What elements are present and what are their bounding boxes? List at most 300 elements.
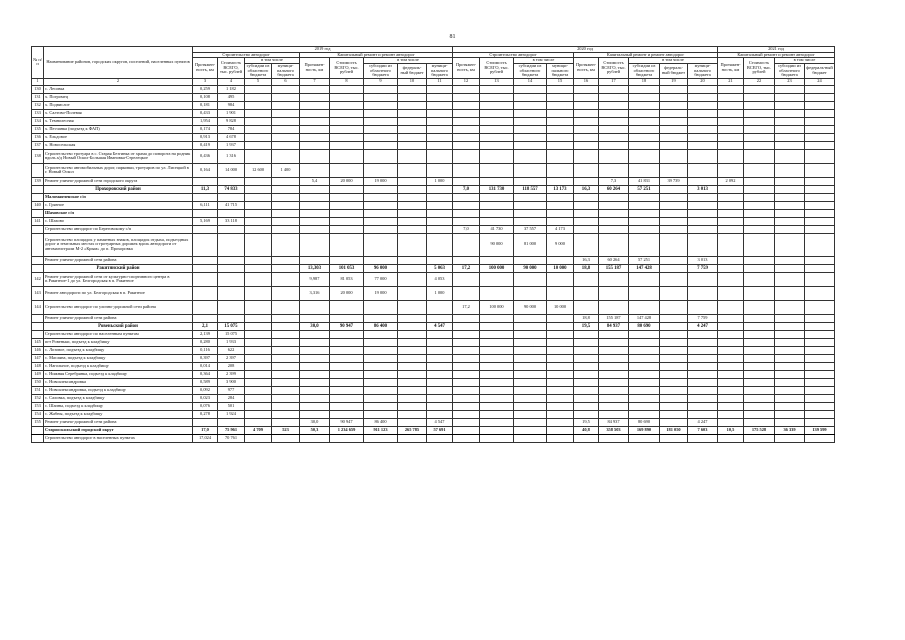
cell-col-14 (514, 362, 547, 370)
cell-col-8: 20 000 (330, 177, 364, 185)
cell-col-23 (775, 185, 805, 193)
cell-col-14: 37 557 (514, 225, 547, 233)
cell-col-8 (330, 101, 364, 109)
table-row (32, 85, 835, 93)
cell-col-9 (364, 233, 398, 256)
header-cost: Стоимость ВСЕГО, тыс. рублей (218, 58, 245, 79)
table-row (32, 163, 835, 177)
cell-col-14 (514, 322, 547, 330)
cell-col-4 (218, 314, 245, 322)
cell-col-7 (300, 370, 330, 378)
cell-col-21 (718, 394, 744, 402)
cell-col-13 (480, 141, 514, 149)
cell-col-22 (744, 346, 775, 354)
cell-col-10 (398, 193, 427, 201)
cell-col-19 (660, 225, 688, 233)
row-number: 147 (32, 354, 44, 362)
cell-col-11 (427, 93, 453, 101)
cell-col-15 (547, 354, 574, 362)
table-row (32, 338, 835, 346)
cell-col-8 (330, 256, 364, 264)
cell-col-21 (718, 225, 744, 233)
cell-col-7: 30,0 (300, 322, 330, 330)
cell-col-14 (514, 109, 547, 117)
table-row (32, 272, 835, 286)
cell-col-8 (330, 125, 364, 133)
cell-col-11 (427, 410, 453, 418)
cell-col-16 (574, 225, 599, 233)
cell-col-5 (245, 370, 272, 378)
cell-col-9 (364, 346, 398, 354)
cell-col-22 (744, 117, 775, 125)
cell-col-24 (805, 314, 835, 322)
cell-col-11 (427, 354, 453, 362)
cell-col-4: 1 924 (218, 410, 245, 418)
table-row (32, 370, 835, 378)
cell-col-15 (547, 177, 574, 185)
cell-col-18 (629, 109, 660, 117)
cell-col-5 (245, 314, 272, 322)
cell-col-20 (688, 346, 718, 354)
cell-col-12 (453, 117, 480, 125)
cell-col-5 (245, 256, 272, 264)
cell-col-21 (718, 93, 744, 101)
cell-col-4: 622 (218, 346, 245, 354)
header-subsidy: субсидии из областного бюджета (629, 63, 660, 78)
cell-col-20 (688, 386, 718, 394)
cell-col-17 (599, 300, 629, 314)
cell-col-21 (718, 185, 744, 193)
cell-col-23 (775, 314, 805, 322)
cell-col-4: 15 075 (218, 330, 245, 338)
cell-col-13 (480, 117, 514, 125)
cell-col-15 (547, 346, 574, 354)
cell-col-21 (718, 338, 744, 346)
cell-col-5 (245, 209, 272, 217)
row-name: Ровеньский район (44, 322, 193, 330)
cell-col-19 (660, 209, 688, 217)
cell-col-10 (398, 272, 427, 286)
cell-col-21 (718, 410, 744, 418)
cell-col-9 (364, 85, 398, 93)
cell-col-14 (514, 314, 547, 322)
cell-col-10 (398, 322, 427, 330)
cell-col-10 (398, 314, 427, 322)
cell-col-20: 7 603 (688, 426, 718, 434)
cell-col-23 (775, 163, 805, 177)
cell-col-4: 9 828 (218, 117, 245, 125)
cell-col-9 (364, 133, 398, 141)
column-number: 1 (32, 78, 44, 85)
table-row (32, 149, 835, 163)
row-name: с. Масляна, подъезд к кладбищу (44, 354, 193, 362)
cell-col-23 (775, 300, 805, 314)
cell-col-16 (574, 300, 599, 314)
cell-col-17 (599, 386, 629, 394)
cell-col-15 (547, 338, 574, 346)
cell-col-10 (398, 264, 427, 272)
cell-col-18: 80 690 (629, 418, 660, 426)
cell-col-15 (547, 434, 574, 442)
cell-col-20 (688, 117, 718, 125)
cell-col-9: 19 000 (364, 286, 398, 300)
cell-col-22 (744, 133, 775, 141)
header-in-that-number: в том числе (775, 58, 835, 64)
table-row (32, 256, 835, 264)
header-repair-2020: Капитальный ремонт и ремонт автодорог (574, 52, 718, 58)
cell-col-17: 358 503 (599, 426, 629, 434)
cell-col-21 (718, 264, 744, 272)
cell-col-16: 16,3 (574, 256, 599, 264)
cell-col-8 (330, 410, 364, 418)
cell-col-3: 0,278 (193, 410, 218, 418)
header-cost: Стоимость ВСЕГО, тыс. рублей (599, 58, 629, 79)
cell-col-22 (744, 394, 775, 402)
cell-col-22 (744, 177, 775, 185)
cell-col-16 (574, 201, 599, 209)
cell-col-17 (599, 109, 629, 117)
cell-col-5 (245, 101, 272, 109)
cell-col-8 (330, 209, 364, 217)
cell-col-13 (480, 378, 514, 386)
cell-col-14: 90 000 (514, 300, 547, 314)
cell-col-7 (300, 85, 330, 93)
cell-col-9 (364, 125, 398, 133)
column-number: 13 (480, 78, 514, 85)
table-body (32, 85, 835, 442)
cell-col-22 (744, 93, 775, 101)
cell-col-10 (398, 330, 427, 338)
cell-col-13 (480, 410, 514, 418)
cell-col-22 (744, 141, 775, 149)
cell-col-24 (805, 256, 835, 264)
cell-col-10 (398, 101, 427, 109)
cell-col-18 (629, 117, 660, 125)
cell-col-10 (398, 177, 427, 185)
cell-col-14 (514, 256, 547, 264)
cell-col-24 (805, 133, 835, 141)
row-name: Ремонт улично-дорожной сети района (44, 418, 193, 426)
cell-col-4: 977 (218, 386, 245, 394)
cell-col-10 (398, 434, 427, 442)
cell-col-24 (805, 233, 835, 256)
cell-col-19 (660, 272, 688, 286)
cell-col-12 (453, 370, 480, 378)
cell-col-22 (744, 300, 775, 314)
cell-col-23 (775, 133, 805, 141)
table-row (32, 133, 835, 141)
cell-col-13 (480, 133, 514, 141)
cell-col-12 (453, 394, 480, 402)
column-number: 24 (805, 78, 835, 85)
cell-col-15 (547, 362, 574, 370)
row-number: 132 (32, 101, 44, 109)
cell-col-18 (629, 125, 660, 133)
cell-col-12: 7,0 (453, 225, 480, 233)
cell-col-6 (272, 133, 300, 141)
cell-col-13 (480, 209, 514, 217)
cell-col-11 (427, 330, 453, 338)
cell-col-7 (300, 410, 330, 418)
cell-col-15 (547, 370, 574, 378)
table-row (32, 410, 835, 418)
cell-col-7 (300, 209, 330, 217)
row-number: 143 (32, 286, 44, 300)
cell-col-9 (364, 314, 398, 322)
cell-col-4: 41 715 (218, 201, 245, 209)
cell-col-3: 0,436 (193, 149, 218, 163)
cell-col-10 (398, 141, 427, 149)
cell-col-8 (330, 300, 364, 314)
row-number (32, 434, 44, 442)
cell-col-16 (574, 177, 599, 185)
cell-col-14 (514, 272, 547, 286)
cell-col-5 (245, 378, 272, 386)
row-number (32, 185, 44, 193)
cell-col-13 (480, 394, 514, 402)
cell-col-12 (453, 386, 480, 394)
cell-col-4 (218, 209, 245, 217)
cell-col-15 (547, 330, 574, 338)
cell-col-20 (688, 434, 718, 442)
cell-col-20: 7 759 (688, 314, 718, 322)
header-length: Протяжен-ность, км (574, 58, 599, 79)
cell-col-13 (480, 346, 514, 354)
cell-col-21 (718, 346, 744, 354)
cell-col-7 (300, 185, 330, 193)
cell-col-22 (744, 322, 775, 330)
cell-col-5 (245, 410, 272, 418)
cell-col-6 (272, 314, 300, 322)
table-row (32, 314, 835, 322)
cell-col-4 (218, 300, 245, 314)
row-name: с. Шахово (44, 217, 193, 225)
row-number: 134 (32, 117, 44, 125)
cell-col-15 (547, 272, 574, 286)
cell-col-13: 100 000 (480, 264, 514, 272)
cell-col-6 (272, 109, 300, 117)
cell-col-19 (660, 434, 688, 442)
cell-col-22 (744, 193, 775, 201)
column-number: 18 (629, 78, 660, 85)
row-number: 139 (32, 177, 44, 185)
cell-col-16 (574, 133, 599, 141)
cell-col-24 (805, 193, 835, 201)
row-number: 142 (32, 272, 44, 286)
cell-col-14 (514, 426, 547, 434)
cell-col-15: 4 173 (547, 225, 574, 233)
cell-col-14 (514, 354, 547, 362)
header-in-that-number: в том числе (629, 58, 718, 64)
cell-col-10 (398, 185, 427, 193)
row-name: Строительство площадок у памятных знаков, площадок отдыха, подъездных дорог и земельных местах и тротуарных дорожек вдоль автодороги от автомагистрали М-2 «Крым» до п. Прохоровка (44, 233, 193, 256)
cell-col-9 (364, 394, 398, 402)
cell-col-4 (218, 177, 245, 185)
cell-col-3: 0,589 (193, 378, 218, 386)
column-number: 22 (744, 78, 775, 85)
cell-col-4: 1 933 (218, 338, 245, 346)
cell-col-16 (574, 370, 599, 378)
cell-col-22 (744, 149, 775, 163)
header-subsidy: субсидии из областного бюджета (245, 63, 272, 78)
cell-col-20: 3 013 (688, 185, 718, 193)
cell-col-14 (514, 338, 547, 346)
cell-col-24 (805, 163, 835, 177)
cell-col-21 (718, 209, 744, 217)
row-number: 133 (32, 109, 44, 117)
cell-col-4: 2 399 (218, 370, 245, 378)
row-name: с. Нижняя Серебрянка, подъезд к кладбищу (44, 370, 193, 378)
cell-col-6 (272, 93, 300, 101)
cell-col-14 (514, 434, 547, 442)
cell-col-11 (427, 185, 453, 193)
row-name: Строительство автодорог по улично-дорожной сети района (44, 300, 193, 314)
cell-col-13: 131 730 (480, 185, 514, 193)
cell-col-10 (398, 149, 427, 163)
cell-col-10 (398, 201, 427, 209)
cell-col-12 (453, 418, 480, 426)
cell-col-21 (718, 149, 744, 163)
row-name: Прохоровский район (44, 185, 193, 193)
cell-col-17 (599, 163, 629, 177)
cell-col-9: 911 123 (364, 426, 398, 434)
cell-col-12 (453, 338, 480, 346)
cell-col-3: 0,419 (193, 141, 218, 149)
cell-col-3: 0,433 (193, 109, 218, 117)
cell-col-6 (272, 402, 300, 410)
cell-col-16 (574, 386, 599, 394)
cell-col-14 (514, 201, 547, 209)
cell-col-20 (688, 209, 718, 217)
row-name: Маломаяченское с/п (44, 193, 193, 201)
cell-col-12 (453, 272, 480, 286)
cell-col-11 (427, 101, 453, 109)
column-number: 5 (245, 78, 272, 85)
cell-col-11 (427, 233, 453, 256)
cell-col-12 (453, 149, 480, 163)
cell-col-6 (272, 338, 300, 346)
cell-col-7: 5,4 (300, 177, 330, 185)
cell-col-5 (245, 201, 272, 209)
cell-col-18 (629, 101, 660, 109)
cell-col-7 (300, 354, 330, 362)
cell-col-10 (398, 354, 427, 362)
header-cost: Стоимость ВСЕГО, тыс. рублей (744, 58, 775, 79)
cell-col-16 (574, 233, 599, 256)
cell-col-24 (805, 362, 835, 370)
cell-col-14 (514, 141, 547, 149)
row-name: х. Погромец (44, 93, 193, 101)
cell-col-9 (364, 354, 398, 362)
cell-col-15: 10 000 (547, 264, 574, 272)
cell-col-15 (547, 314, 574, 322)
cell-col-13 (480, 109, 514, 117)
cell-col-15 (547, 163, 574, 177)
cell-col-23 (775, 272, 805, 286)
page-number: 81 (449, 34, 456, 40)
cell-col-20 (688, 201, 718, 209)
cell-col-17 (599, 394, 629, 402)
cell-col-11 (427, 378, 453, 386)
cell-col-22 (744, 201, 775, 209)
cell-col-13 (480, 338, 514, 346)
cell-col-3: 17,0 (193, 426, 218, 434)
cell-col-4: 3 900 (218, 378, 245, 386)
cell-col-24 (805, 101, 835, 109)
cell-col-16 (574, 125, 599, 133)
table-row (32, 330, 835, 338)
column-number: 11 (427, 78, 453, 85)
cell-col-19 (660, 378, 688, 386)
cell-col-12 (453, 133, 480, 141)
column-number: 21 (718, 78, 744, 85)
table-row (32, 386, 835, 394)
cell-col-16 (574, 378, 599, 386)
cell-col-23 (775, 418, 805, 426)
cell-col-8 (330, 354, 364, 362)
cell-col-3: 0,364 (193, 370, 218, 378)
cell-col-24 (805, 354, 835, 362)
cell-col-24 (805, 322, 835, 330)
cell-col-18 (629, 93, 660, 101)
cell-col-19 (660, 141, 688, 149)
cell-col-8 (330, 402, 364, 410)
cell-col-8 (330, 225, 364, 233)
cell-col-8 (330, 133, 364, 141)
cell-col-12 (453, 314, 480, 322)
cell-col-21 (718, 256, 744, 264)
table-row (32, 426, 835, 434)
cell-col-22 (744, 256, 775, 264)
cell-col-9 (364, 330, 398, 338)
cell-col-10 (398, 286, 427, 300)
cell-col-16 (574, 193, 599, 201)
cell-col-6 (272, 394, 300, 402)
cell-col-8 (330, 109, 364, 117)
cell-col-23 (775, 394, 805, 402)
cell-col-21 (718, 101, 744, 109)
cell-col-15 (547, 386, 574, 394)
cell-col-19 (660, 117, 688, 125)
cell-col-4: 208 (218, 362, 245, 370)
row-name: Ремонт улично-дорожной сети района (44, 314, 193, 322)
column-number: 14 (514, 78, 547, 85)
cell-col-11 (427, 209, 453, 217)
cell-col-23 (775, 193, 805, 201)
row-number (32, 163, 44, 177)
cell-col-18 (629, 209, 660, 217)
cell-col-23 (775, 264, 805, 272)
cell-col-6 (272, 346, 300, 354)
cell-col-9 (364, 117, 398, 125)
cell-col-12 (453, 109, 480, 117)
cell-col-24 (805, 185, 835, 193)
cell-col-12 (453, 141, 480, 149)
row-number: 130 (32, 85, 44, 93)
cell-col-15 (547, 209, 574, 217)
cell-col-5 (245, 402, 272, 410)
cell-col-6 (272, 177, 300, 185)
cell-col-21 (718, 272, 744, 286)
cell-col-23: 36 339 (775, 426, 805, 434)
cell-col-20 (688, 125, 718, 133)
cell-col-24 (805, 225, 835, 233)
header-municipal: муници-пального бюджета (688, 63, 718, 78)
cell-col-20 (688, 141, 718, 149)
cell-col-7 (300, 225, 330, 233)
cell-col-21 (718, 418, 744, 426)
cell-col-19 (660, 85, 688, 93)
